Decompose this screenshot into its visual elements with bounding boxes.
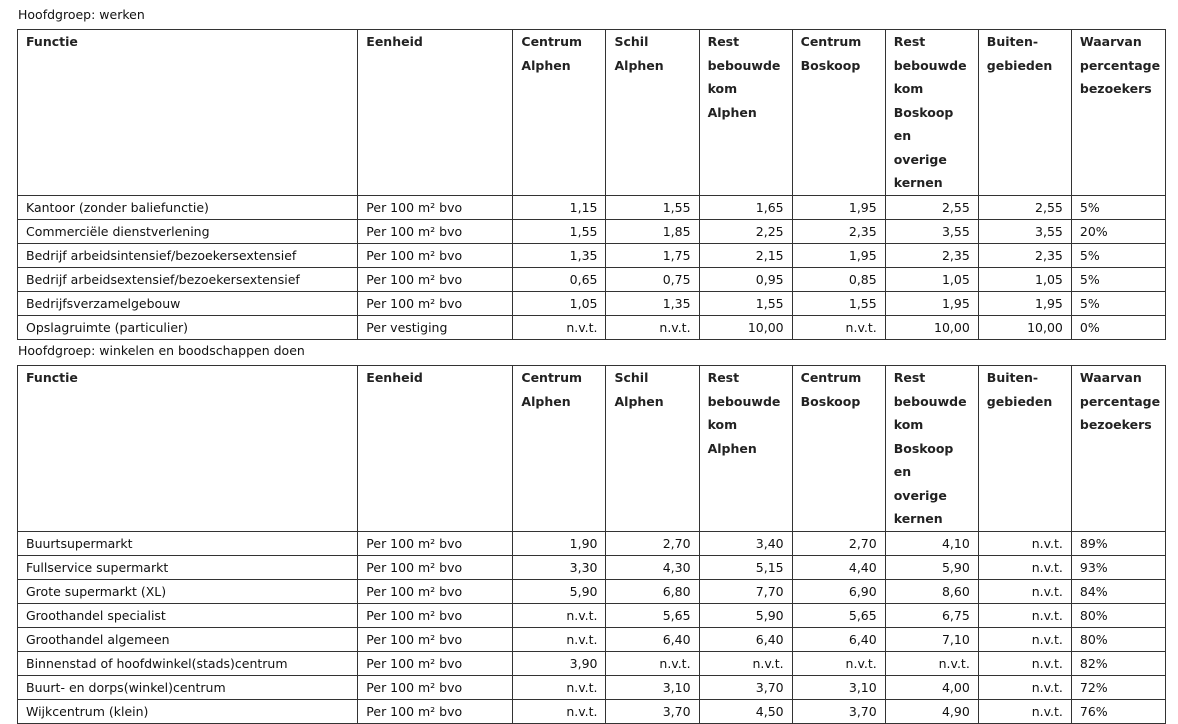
functie-cell: Wijkcentrum (klein) <box>18 699 358 723</box>
table-row <box>18 675 1166 699</box>
value-cell: 1,65 <box>699 195 792 219</box>
value-cell: 3,40 <box>699 531 792 555</box>
eenheid-cell: Per 100 m² bvo <box>358 195 513 219</box>
value-cell: 3,55 <box>978 219 1071 243</box>
value-cell: 1,55 <box>606 195 699 219</box>
table-title-werken: Hoofdgroep: werken <box>18 7 145 22</box>
value-cell: 3,10 <box>606 675 699 699</box>
table-row <box>18 243 1166 267</box>
value-cell: 4,00 <box>885 675 978 699</box>
value-cell: 1,90 <box>513 531 606 555</box>
column-header: Functie <box>18 366 358 532</box>
table-row <box>18 651 1166 675</box>
value-cell: 6,80 <box>606 579 699 603</box>
value-cell: 89% <box>1071 531 1165 555</box>
column-header: Waarvan percentage bezoekers <box>1071 30 1165 196</box>
functie-cell: Kantoor (zonder baliefunctie) <box>18 195 358 219</box>
value-cell: 5% <box>1071 195 1165 219</box>
value-cell: n.v.t. <box>606 315 699 339</box>
value-cell: 5,90 <box>885 555 978 579</box>
value-cell: 2,55 <box>978 195 1071 219</box>
functie-cell: Groothandel specialist <box>18 603 358 627</box>
eenheid-cell: Per 100 m² bvo <box>358 579 513 603</box>
table-row <box>18 315 1166 339</box>
value-cell: 4,40 <box>792 555 885 579</box>
header-row <box>18 30 1166 196</box>
value-cell: 84% <box>1071 579 1165 603</box>
table-row <box>18 555 1166 579</box>
value-cell: 7,10 <box>885 627 978 651</box>
column-header: Schil Alphen <box>606 30 699 196</box>
value-cell: 3,70 <box>699 675 792 699</box>
werken-table <box>17 29 1166 340</box>
winkelen-table <box>17 365 1166 724</box>
value-cell: 5,65 <box>792 603 885 627</box>
value-cell: 4,50 <box>699 699 792 723</box>
column-header: Waarvan percentage bezoekers <box>1071 366 1165 532</box>
value-cell: 82% <box>1071 651 1165 675</box>
table-row <box>18 267 1166 291</box>
value-cell: n.v.t. <box>699 651 792 675</box>
value-cell: 1,95 <box>792 243 885 267</box>
eenheid-cell: Per 100 m² bvo <box>358 555 513 579</box>
value-cell: 2,35 <box>885 243 978 267</box>
value-cell: 10,00 <box>978 315 1071 339</box>
value-cell: 1,55 <box>792 291 885 315</box>
table-row <box>18 291 1166 315</box>
value-cell: 6,75 <box>885 603 978 627</box>
value-cell: n.v.t. <box>513 675 606 699</box>
value-cell: 2,15 <box>699 243 792 267</box>
table-row <box>18 627 1166 651</box>
value-cell: 10,00 <box>885 315 978 339</box>
value-cell: 6,40 <box>606 627 699 651</box>
value-cell: 1,75 <box>606 243 699 267</box>
value-cell: n.v.t. <box>792 651 885 675</box>
value-cell: 6,90 <box>792 579 885 603</box>
functie-cell: Bedrijfsverzamelgebouw <box>18 291 358 315</box>
value-cell: 2,35 <box>978 243 1071 267</box>
value-cell: n.v.t. <box>978 603 1071 627</box>
eenheid-cell: Per 100 m² bvo <box>358 267 513 291</box>
functie-cell: Grote supermarkt (XL) <box>18 579 358 603</box>
value-cell: n.v.t. <box>978 555 1071 579</box>
value-cell: n.v.t. <box>978 675 1071 699</box>
value-cell: 80% <box>1071 603 1165 627</box>
value-cell: 1,05 <box>885 267 978 291</box>
value-cell: 4,90 <box>885 699 978 723</box>
value-cell: 5,65 <box>606 603 699 627</box>
value-cell: 0,65 <box>513 267 606 291</box>
column-header: Rest bebouwde kom Alphen <box>699 366 792 532</box>
table-row <box>18 195 1166 219</box>
functie-cell: Buurt- en dorps(winkel)centrum <box>18 675 358 699</box>
value-cell: 5% <box>1071 267 1165 291</box>
column-header: Centrum Alphen <box>513 366 606 532</box>
table-title-winkelen: Hoofdgroep: winkelen en boodschappen doen <box>18 343 305 358</box>
functie-cell: Commerciële dienstverlening <box>18 219 358 243</box>
value-cell: 2,25 <box>699 219 792 243</box>
value-cell: 5% <box>1071 243 1165 267</box>
table-row <box>18 699 1166 723</box>
value-cell: 4,10 <box>885 531 978 555</box>
value-cell: 6,40 <box>792 627 885 651</box>
value-cell: 0,75 <box>606 267 699 291</box>
value-cell: 3,70 <box>606 699 699 723</box>
column-header: Buiten- gebieden <box>978 366 1071 532</box>
value-cell: 3,90 <box>513 651 606 675</box>
column-header: Buiten- gebieden <box>978 30 1071 196</box>
value-cell: 5,90 <box>513 579 606 603</box>
value-cell: 1,55 <box>513 219 606 243</box>
value-cell: 7,70 <box>699 579 792 603</box>
value-cell: n.v.t. <box>978 627 1071 651</box>
column-header: Centrum Alphen <box>513 30 606 196</box>
value-cell: 2,70 <box>792 531 885 555</box>
value-cell: n.v.t. <box>513 699 606 723</box>
value-cell: n.v.t. <box>513 315 606 339</box>
value-cell: 1,85 <box>606 219 699 243</box>
value-cell: 1,95 <box>885 291 978 315</box>
value-cell: 2,70 <box>606 531 699 555</box>
eenheid-cell: Per 100 m² bvo <box>358 699 513 723</box>
value-cell: 10,00 <box>699 315 792 339</box>
column-header: Centrum Boskoop <box>792 30 885 196</box>
eenheid-cell: Per 100 m² bvo <box>358 675 513 699</box>
column-header: Eenheid <box>358 366 513 532</box>
value-cell: 1,95 <box>792 195 885 219</box>
eenheid-cell: Per 100 m² bvo <box>358 651 513 675</box>
functie-cell: Fullservice supermarkt <box>18 555 358 579</box>
value-cell: n.v.t. <box>513 603 606 627</box>
value-cell: 3,10 <box>792 675 885 699</box>
functie-cell: Binnenstad of hoofdwinkel(stads)centrum <box>18 651 358 675</box>
value-cell: 1,95 <box>978 291 1071 315</box>
eenheid-cell: Per 100 m² bvo <box>358 531 513 555</box>
value-cell: n.v.t. <box>978 531 1071 555</box>
functie-cell: Bedrijf arbeidsintensief/bezoekersextensief <box>18 243 358 267</box>
value-cell: 0,95 <box>699 267 792 291</box>
value-cell: 2,35 <box>792 219 885 243</box>
functie-cell: Buurtsupermarkt <box>18 531 358 555</box>
value-cell: 0,85 <box>792 267 885 291</box>
value-cell: n.v.t. <box>978 699 1071 723</box>
value-cell: n.v.t. <box>978 651 1071 675</box>
value-cell: 1,05 <box>978 267 1071 291</box>
value-cell: 2,55 <box>885 195 978 219</box>
eenheid-cell: Per 100 m² bvo <box>358 291 513 315</box>
value-cell: 4,30 <box>606 555 699 579</box>
value-cell: n.v.t. <box>606 651 699 675</box>
value-cell: 72% <box>1071 675 1165 699</box>
column-header: Centrum Boskoop <box>792 366 885 532</box>
functie-cell: Groothandel algemeen <box>18 627 358 651</box>
value-cell: n.v.t. <box>792 315 885 339</box>
value-cell: 1,35 <box>606 291 699 315</box>
functie-cell: Opslagruimte (particulier) <box>18 315 358 339</box>
table-row <box>18 531 1166 555</box>
value-cell: 1,15 <box>513 195 606 219</box>
eenheid-cell: Per vestiging <box>358 315 513 339</box>
functie-cell: Bedrijf arbeidsextensief/bezoekersextensief <box>18 267 358 291</box>
column-header: Rest bebouwde kom Boskoop en overige kernen <box>885 30 978 196</box>
column-header: Functie <box>18 30 358 196</box>
value-cell: 3,55 <box>885 219 978 243</box>
value-cell: 3,70 <box>792 699 885 723</box>
column-header: Rest bebouwde kom Alphen <box>699 30 792 196</box>
value-cell: 1,05 <box>513 291 606 315</box>
value-cell: 0% <box>1071 315 1165 339</box>
eenheid-cell: Per 100 m² bvo <box>358 603 513 627</box>
eenheid-cell: Per 100 m² bvo <box>358 219 513 243</box>
value-cell: 5% <box>1071 291 1165 315</box>
value-cell: 5,90 <box>699 603 792 627</box>
value-cell: 20% <box>1071 219 1165 243</box>
value-cell: 76% <box>1071 699 1165 723</box>
table-row <box>18 219 1166 243</box>
value-cell: n.v.t. <box>978 579 1071 603</box>
table-row <box>18 579 1166 603</box>
value-cell: n.v.t. <box>513 627 606 651</box>
value-cell: 8,60 <box>885 579 978 603</box>
value-cell: 5,15 <box>699 555 792 579</box>
column-header: Rest bebouwde kom Boskoop en overige kernen <box>885 366 978 532</box>
eenheid-cell: Per 100 m² bvo <box>358 627 513 651</box>
value-cell: 80% <box>1071 627 1165 651</box>
value-cell: 3,30 <box>513 555 606 579</box>
column-header: Schil Alphen <box>606 366 699 532</box>
value-cell: 1,55 <box>699 291 792 315</box>
value-cell: 6,40 <box>699 627 792 651</box>
table-row <box>18 603 1166 627</box>
value-cell: 1,35 <box>513 243 606 267</box>
column-header: Eenheid <box>358 30 513 196</box>
value-cell: n.v.t. <box>885 651 978 675</box>
eenheid-cell: Per 100 m² bvo <box>358 243 513 267</box>
value-cell: 93% <box>1071 555 1165 579</box>
header-row <box>18 366 1166 532</box>
